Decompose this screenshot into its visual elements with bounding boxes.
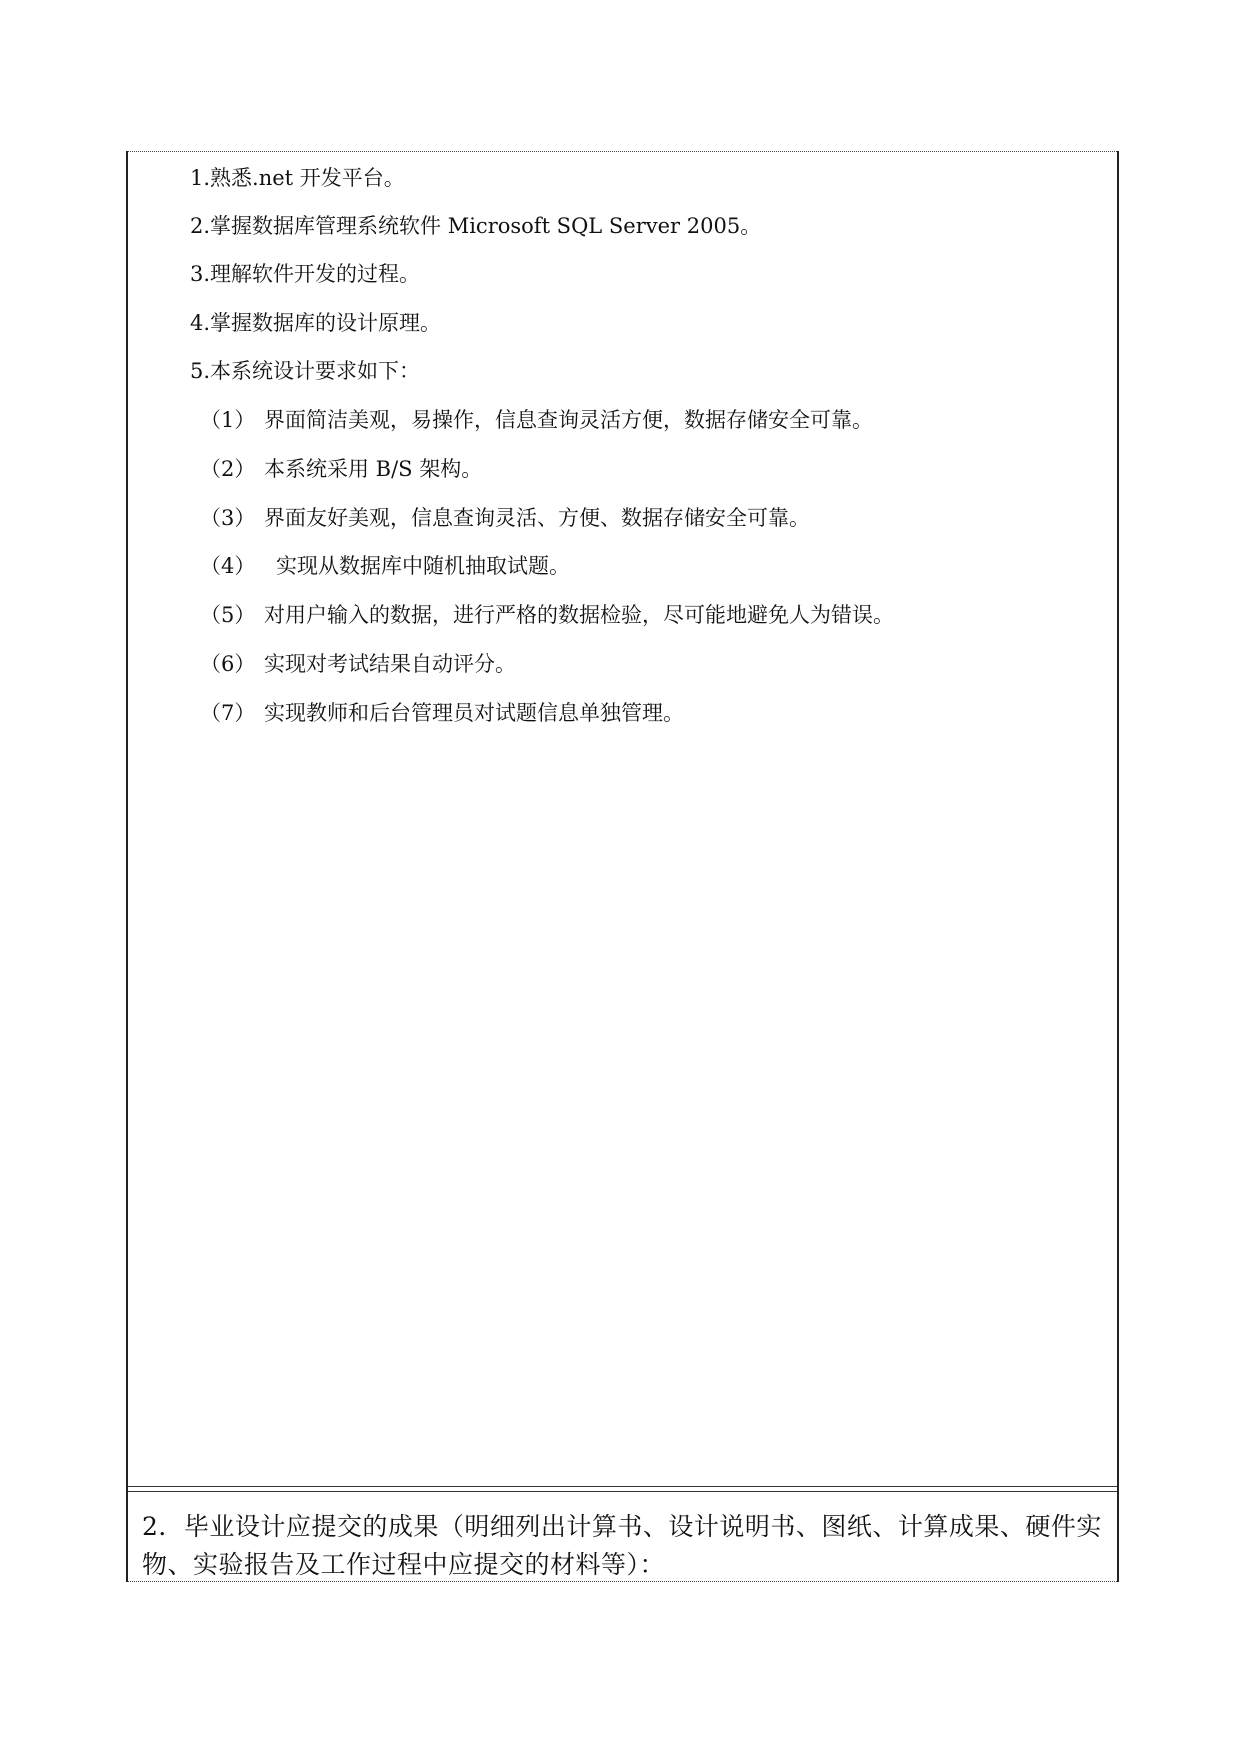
sub-requirement-item — [200, 454, 482, 484]
sub-requirement-item — [200, 649, 516, 679]
sub-requirement-text: 实现从数据库中随机抽取试题。 — [276, 554, 570, 578]
requirement-item: 2.掌握数据库管理系统软件 Microsoft SQL Server 2005。 — [190, 214, 762, 238]
requirement-item: 1.熟悉.net 开发平台。 — [190, 166, 405, 190]
sub-requirement-text: 本系统采用 B/S 架构。 — [264, 457, 483, 481]
sub-requirement-text: 界面简洁美观，易操作，信息查询灵活方便，数据存储安全可靠。 — [264, 408, 873, 432]
form-table — [126, 151, 1119, 1582]
sub-requirement-item — [200, 405, 873, 435]
table-top-border — [128, 151, 1117, 152]
sub-requirement-text: 界面友好美观，信息查询灵活、方便、数据存储安全可靠。 — [264, 506, 810, 530]
sub-requirement-number: （3） — [200, 506, 256, 530]
sub-requirement-number: （1） — [200, 408, 256, 432]
sub-requirement-item — [200, 551, 570, 581]
sub-requirement-item — [200, 600, 894, 630]
cell-divider — [128, 1486, 1117, 1492]
sub-requirement-number: （4） — [200, 554, 256, 578]
sub-requirement-number: （7） — [200, 701, 256, 725]
sub-requirement-text: 实现对考试结果自动评分。 — [264, 652, 516, 676]
requirement-item: 3.理解软件开发的过程。 — [190, 262, 421, 286]
sub-requirement-item — [200, 698, 684, 728]
sub-requirement-number: （5） — [200, 603, 256, 627]
requirement-item: 4.掌握数据库的设计原理。 — [190, 311, 442, 335]
table-bottom-border — [128, 1581, 1117, 1582]
sub-requirement-number: （6） — [200, 652, 256, 676]
deliverables-heading: 2．毕业设计应提交的成果（明细列出计算书、设计说明书、图纸、计算成果、硬件实物、实验报告及工作过程中应提交的材料等）： — [142, 1512, 1102, 1579]
sub-requirement-text: 对用户输入的数据，进行严格的数据检验，尽可能地避免人为错误。 — [264, 603, 894, 627]
requirement-item: 5.本系统设计要求如下： — [190, 359, 421, 383]
sub-requirement-text: 实现教师和后台管理员对试题信息单独管理。 — [264, 701, 684, 725]
sub-requirement-item — [200, 503, 810, 533]
sub-requirement-number: （2） — [200, 457, 256, 481]
